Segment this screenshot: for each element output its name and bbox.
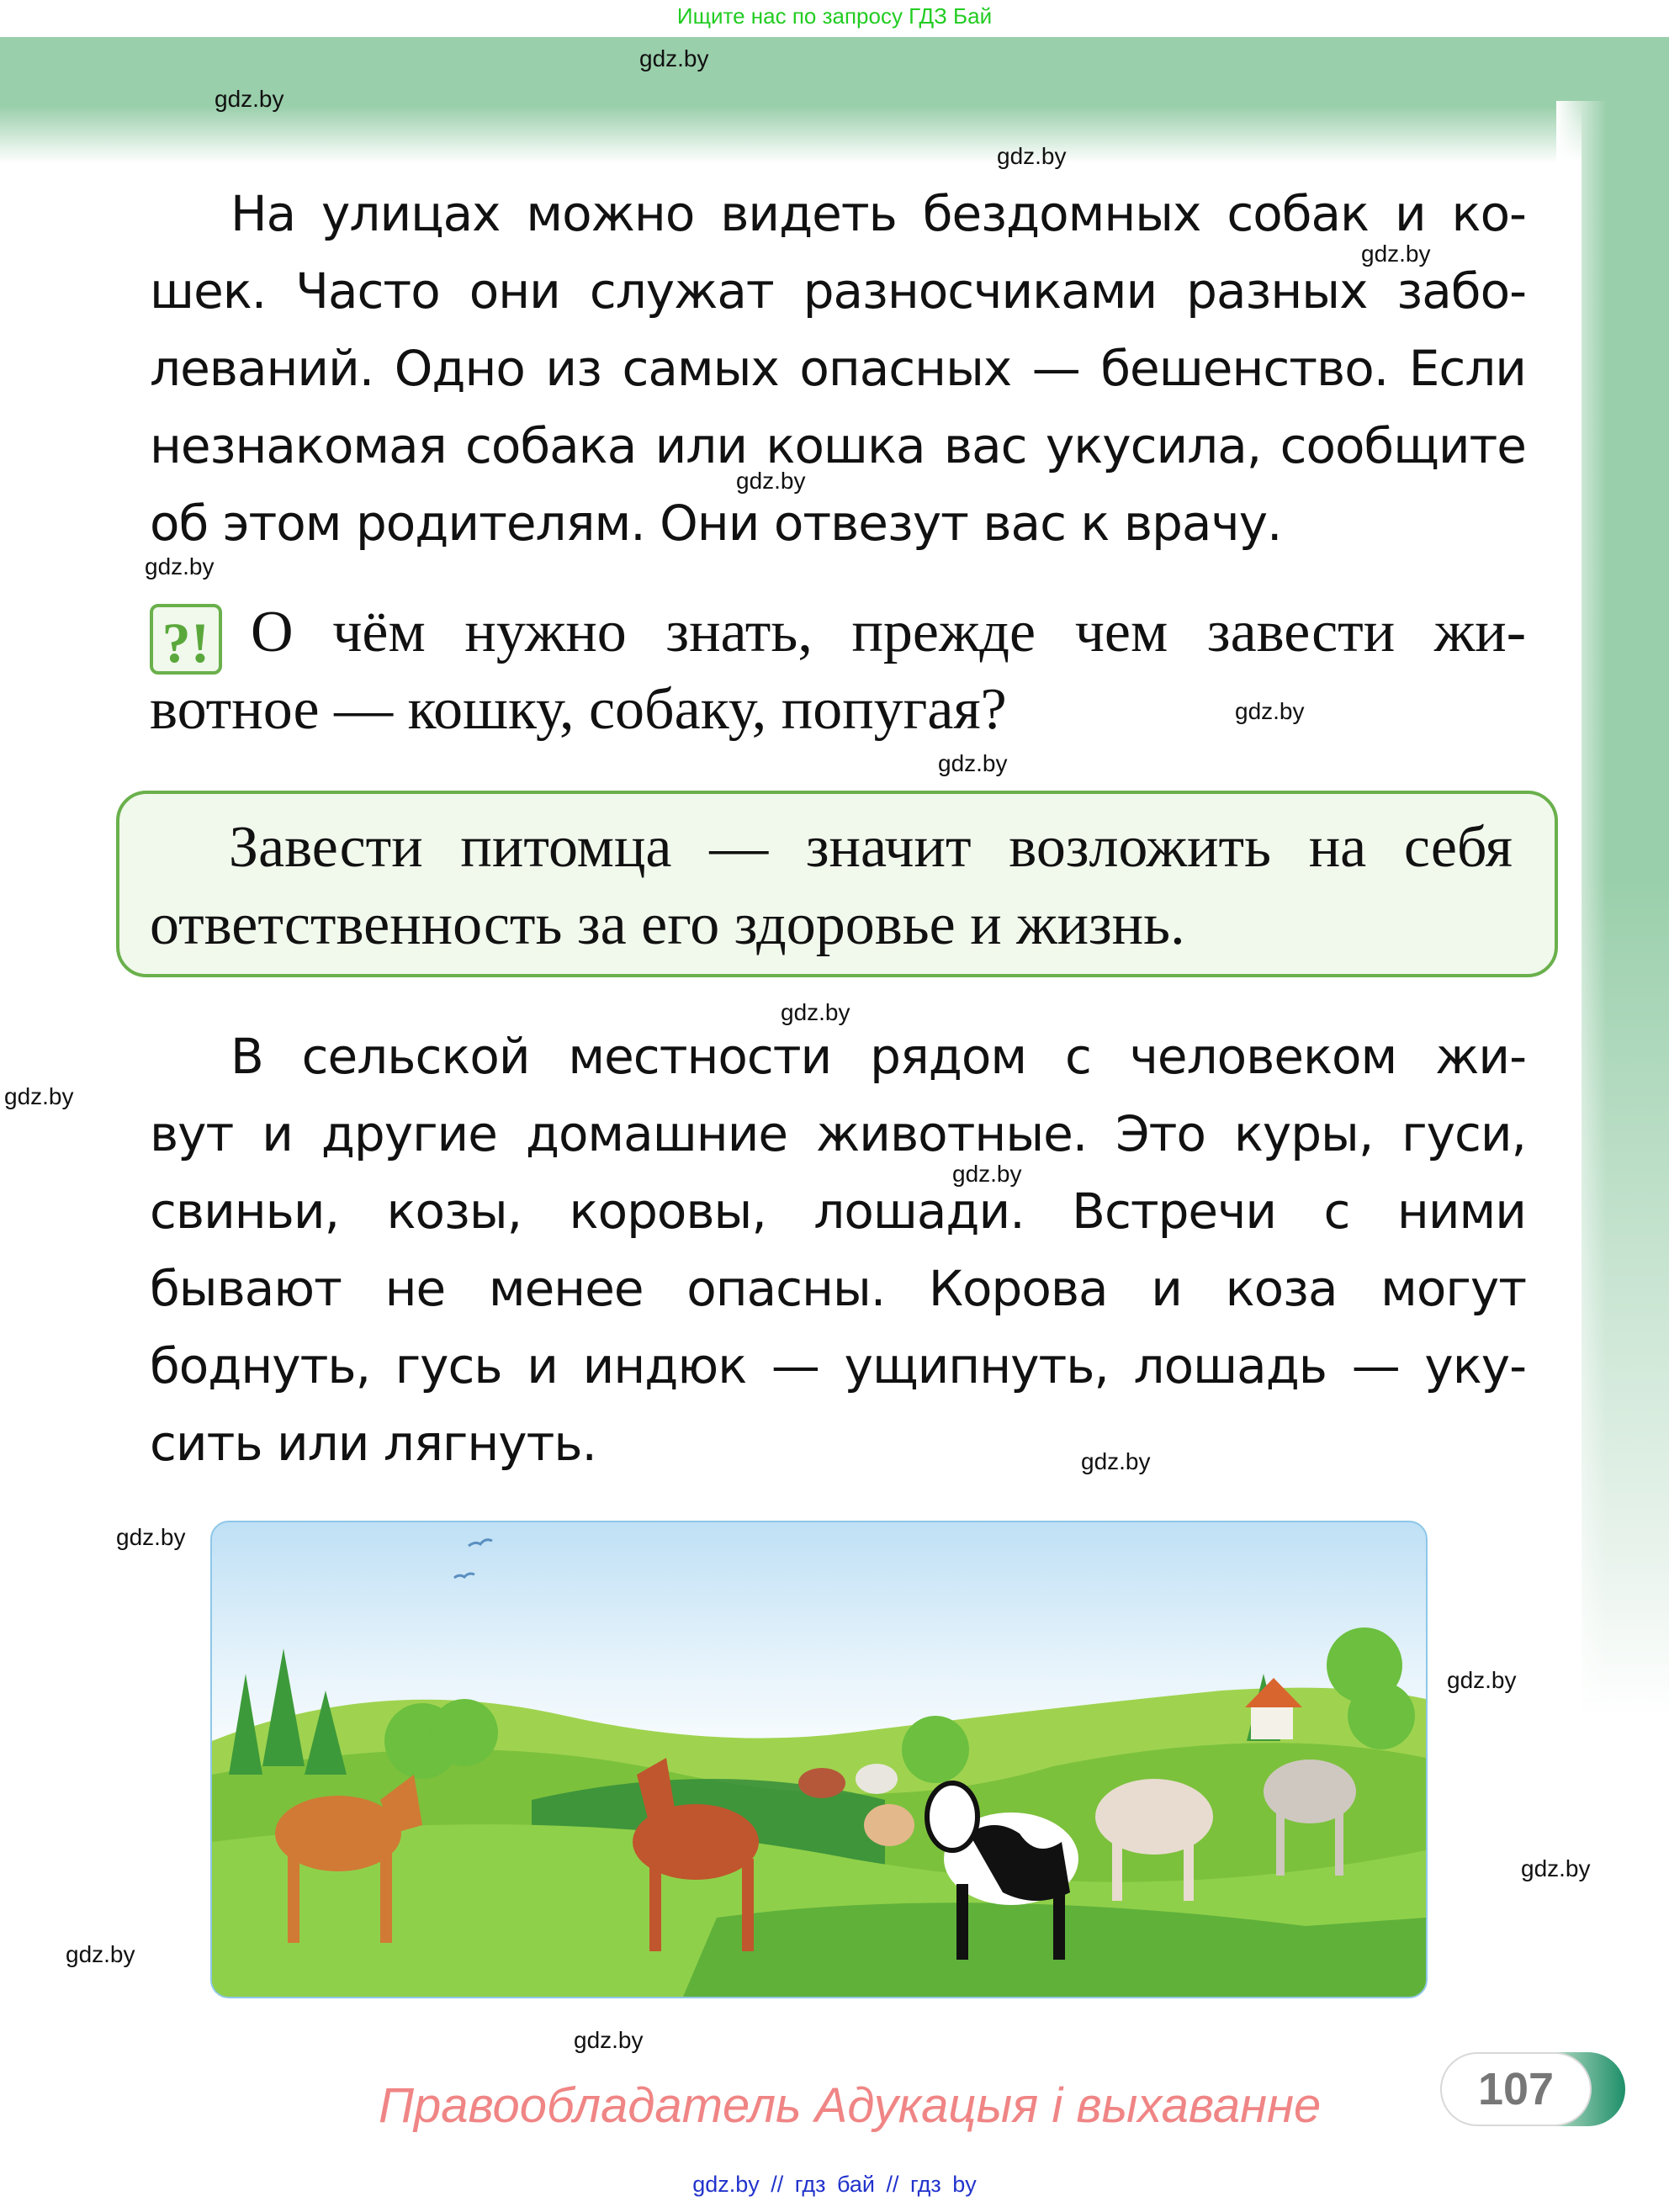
question-line: О чём нужно знать, прежде чем завести жи-	[251, 600, 1526, 664]
discussion-question	[150, 594, 1526, 749]
watermark: gdz.by	[1361, 241, 1431, 267]
text-line: об этом родителям. Они отвезут вас к врачу.	[150, 495, 1282, 552]
text-line: шек. Часто они служат разносчиками разных забо-	[150, 262, 1526, 320]
paragraph-farm-animals	[150, 1018, 1526, 1482]
question-icon: ?!	[150, 604, 222, 675]
watermark: gdz.by	[736, 468, 806, 494]
watermark: gdz.by	[938, 750, 1008, 776]
page-number: 107	[1440, 2052, 1592, 2126]
text-line: свиньи, козы, коровы, лошади. Встречи с ними	[150, 1183, 1526, 1240]
text-line: вут и другие домашние животные. Это куры, гуси,	[150, 1105, 1526, 1162]
right-strip-fade	[1556, 101, 1607, 1699]
text-line: леваний. Одно из самых опасных — бешенство. Если	[150, 340, 1526, 397]
watermark: gdz.by	[66, 1941, 135, 1967]
watermark: gdz.by	[781, 999, 850, 1025]
watermark: gdz.by	[116, 1524, 186, 1550]
search-note: Ищите нас по запросу ГДЗ Бай	[676, 3, 993, 29]
text-line: сить или лягнуть.	[150, 1415, 596, 1472]
text-line: В сельской местности рядом с человеком жи-	[230, 1028, 1526, 1085]
text-line: бывают не менее опасны. Корова и коза могут	[150, 1260, 1526, 1317]
source-links[interactable]: gdz.by // гдз бай // гдз by	[692, 2172, 977, 2197]
watermark: gdz.by	[952, 1161, 1022, 1187]
pasture-illustration	[210, 1521, 1428, 1998]
watermark: gdz.by	[639, 45, 709, 71]
rule-line: ответственность за его здоровье и жизнь.	[150, 892, 1185, 957]
key-rule-text	[150, 809, 1513, 964]
watermark: gdz.by	[215, 86, 284, 112]
text-line: боднуть, гусь и индюк — ущипнуть, лошадь — уку-	[150, 1337, 1526, 1394]
watermark: gdz.by	[574, 2027, 644, 2053]
text-line: незнакомая собака или кошка вас укусила, сообщите	[150, 417, 1526, 474]
watermark: gdz.by	[1521, 1855, 1591, 1881]
watermark: gdz.by	[1447, 1667, 1517, 1693]
watermark: gdz.by	[1235, 698, 1305, 724]
paragraph-stray-animals	[150, 175, 1526, 562]
watermark: gdz.by	[997, 143, 1067, 169]
text-line: На улицах можно видеть бездомных собак и ко-	[230, 185, 1526, 242]
rule-line: Завести питомца — значит возложить на себя	[229, 815, 1513, 880]
watermark: gdz.by	[4, 1083, 74, 1109]
watermark: gdz.by	[145, 553, 215, 579]
farm-scene-image	[212, 1522, 1426, 1997]
copyright-notice: Правообладатель Адукацыя і выхаванне	[379, 2078, 1322, 2133]
question-line: вотное — кошку, собаку, попугая?	[150, 677, 1007, 742]
watermark: gdz.by	[1081, 1448, 1151, 1474]
page-number-badge	[1440, 2052, 1625, 2126]
